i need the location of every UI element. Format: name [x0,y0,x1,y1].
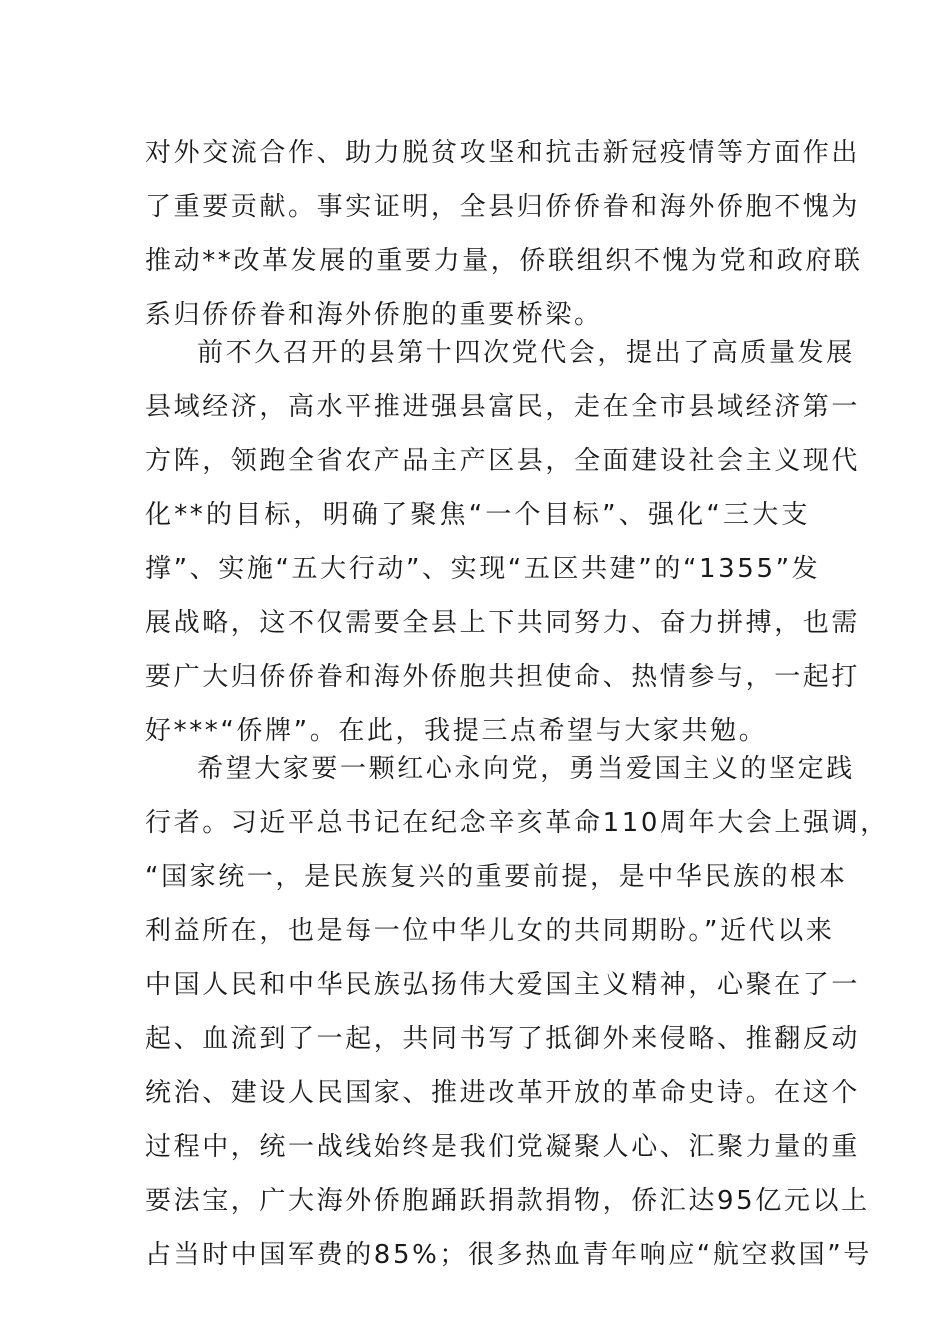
paragraph-line: 方阵，领跑全省农产品主产区县，全面建设社会主义现代 [145,446,861,476]
paragraph-line: 前不久召开的县第十四次党代会，提出了高质量发展 [197,338,855,368]
paragraph-line: 要法宝，广大海外侨胞踊跃捐款捐物，侨汇达95亿元以上 [145,1186,870,1216]
paragraph-line: 行者。习近平总书记在纪念辛亥革命110周年大会上强调， [145,808,889,838]
paragraph-line: 过程中，统一战线始终是我们党凝聚人心、汇聚力量的重 [145,1132,861,1162]
paragraph-line: 展战略，这不仅需要全县上下共同努力、奋力拼搏，也需 [145,608,861,638]
paragraph-2 [145,326,861,758]
paragraph-line: 县域经济，高水平推进强县富民，走在全市县域经济第一 [145,392,861,422]
paragraph-line: 了重要贡献。事实证明，全县归侨侨眷和海外侨胞不愧为 [145,192,861,222]
paragraph-line: “国家统一，是民族复兴的重要前提，是中华民族的根本 [145,862,848,892]
paragraph-line: 化**的目标，明确了聚焦“一个目标”、强化“三大支 [145,500,810,530]
paragraph-line: 系归侨侨眷和海外侨胞的重要桥梁。 [145,300,603,330]
paragraph-line: 利益所在，也是每一位中华儿女的共同期盼。”近代以来 [145,916,835,946]
paragraph-line: 中国人民和中华民族弘扬伟大爱国主义精神，心聚在了一 [145,970,861,1000]
paragraph-3 [145,742,889,1282]
paragraph-line: 统治、建设人民国家、推进改革开放的革命史诗。在这个 [145,1078,861,1108]
paragraph-line: 希望大家要一颗红心永向党，勇当爱国主义的坚定践 [197,754,855,784]
paragraph-line: 好***“侨牌”。在此，我提三点希望与大家共勉。 [145,716,768,746]
paragraph-line: 撑”、实施“五大行动”、实现“五区共建”的“1355”发 [145,554,821,584]
paragraph-line: 推动**改革发展的重要力量，侨联组织不愧为党和政府联 [145,246,863,276]
paragraph-line: 起、血流到了一起，共同书写了抵御外来侵略、推翻反动 [145,1024,861,1054]
paragraph-line: 占当时中国军费的85%；很多热血青年响应“航空救国”号 [145,1240,872,1270]
paragraph-line: 要广大归侨侨眷和海外侨胞共担使命、热情参与，一起打 [145,662,861,692]
paragraph-line: 对外交流合作、助力脱贫攻坚和抗击新冠疫情等方面作出 [145,138,861,168]
paragraph-1 [145,126,863,342]
